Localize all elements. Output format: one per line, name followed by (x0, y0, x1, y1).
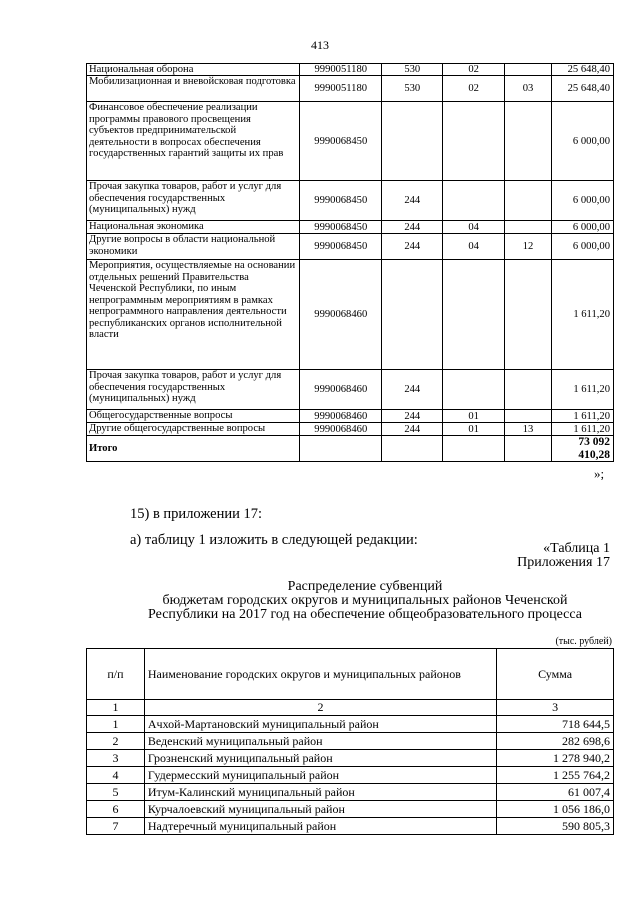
cell-code: 9990051180 (300, 76, 382, 102)
cell-name: Надтеречный муниципальный район (144, 818, 496, 835)
cell-rz: 02 (443, 64, 504, 76)
cell-sum: 282 698,6 (497, 733, 614, 750)
cell-rz: 04 (443, 221, 504, 234)
table-row (87, 818, 614, 835)
cell-sum: 25 648,40 (552, 64, 614, 76)
cell-vr: 244 (382, 423, 443, 436)
cell-vr (382, 260, 443, 370)
cell-num: 5 (87, 784, 145, 801)
cell-num: 1 (87, 716, 145, 733)
cell-name: Гудермесский муниципальный район (144, 767, 496, 784)
cell-sum: 590 805,3 (497, 818, 614, 835)
header-num: п/п (87, 649, 145, 700)
cell-num: 2 (87, 733, 145, 750)
header-name: Наименование городских округов и муниципальных районов (144, 649, 496, 700)
cell-name: Другие вопросы в области национальной экономики (87, 234, 300, 260)
cell-sum: 718 644,5 (497, 716, 614, 733)
table-row (87, 76, 614, 102)
cell-sum: 1 611,20 (552, 370, 614, 410)
colnum-1: 1 (87, 700, 145, 716)
cell-sum: 6 000,00 (552, 234, 614, 260)
cell-sum: 1 611,20 (552, 410, 614, 423)
table-row (87, 767, 614, 784)
cell-code: 9990068460 (300, 370, 382, 410)
table-row (87, 64, 614, 76)
item-15: 15) в приложении 17: (130, 506, 263, 522)
total-row (87, 436, 614, 462)
cell-pr (504, 410, 552, 423)
cell-code: 9990068460 (300, 410, 382, 423)
cell-sum: 6 000,00 (552, 221, 614, 234)
title-line-3: Республики на 2017 год на обеспечение общеобразовательного процесса (148, 607, 582, 622)
table-row (87, 801, 614, 818)
appendix-number: Приложения 17 (517, 555, 610, 570)
table-row (87, 410, 614, 423)
cell-code: 9990068450 (300, 234, 382, 260)
cell-code: 9990051180 (300, 64, 382, 76)
cell-pr (504, 64, 552, 76)
cell-rz: 01 (443, 410, 504, 423)
cell-vr: 244 (382, 181, 443, 221)
closing-quote: »; (594, 466, 605, 481)
item-a: а) таблицу 1 изложить в следующей редакции: (130, 532, 418, 548)
table-row (87, 181, 614, 221)
cell-sum: 6 000,00 (552, 102, 614, 181)
table-row (87, 221, 614, 234)
title-line-2: бюджетам городских округов и муниципальных районов Чеченской (162, 593, 568, 608)
cell-name: Мобилизационная и вневойсковая подготовка (87, 76, 300, 102)
cell-name: Курчалоевский муниципальный район (144, 801, 496, 818)
table-row (87, 716, 614, 733)
table-row (87, 234, 614, 260)
table-title (90, 580, 640, 622)
cell-rz: 02 (443, 76, 504, 102)
cell-num: 6 (87, 801, 145, 818)
cell-sum: 6 000,00 (552, 181, 614, 221)
cell-rz (443, 260, 504, 370)
cell-vr: 244 (382, 221, 443, 234)
cell-sum: 1 255 764,2 (497, 767, 614, 784)
cell-name: Общегосударственные вопросы (87, 410, 300, 423)
cell-num: 4 (87, 767, 145, 784)
cell-name: Ачхой-Мартановский муниципальный район (144, 716, 496, 733)
table-row (87, 260, 614, 370)
cell-pr (504, 221, 552, 234)
cell-rz (443, 181, 504, 221)
cell-name: Национальная экономика (87, 221, 300, 234)
table-label (517, 542, 610, 570)
cell-pr: 12 (504, 234, 552, 260)
total-empty-cell (504, 436, 552, 462)
cell-vr: 530 (382, 64, 443, 76)
cell-code: 9990068460 (300, 260, 382, 370)
table-row (87, 423, 614, 436)
total-label: Итого (87, 436, 300, 462)
cell-sum: 25 648,40 (552, 76, 614, 102)
total-empty-cell (382, 436, 443, 462)
cell-name: Прочая закупка товаров, работ и услуг для обеспечения государственных (муниципальных) нужд (87, 370, 300, 410)
cell-sum: 1 056 186,0 (497, 801, 614, 818)
cell-name: Веденский муниципальный район (144, 733, 496, 750)
cell-name: Грозненский муниципальный район (144, 750, 496, 767)
budget-table (86, 63, 614, 462)
cell-rz (443, 102, 504, 181)
table-row (87, 750, 614, 767)
cell-num: 3 (87, 750, 145, 767)
cell-vr: 530 (382, 76, 443, 102)
table-row (87, 784, 614, 801)
total-empty-cell (300, 436, 382, 462)
total-sum: 73 092 410,28 (552, 436, 614, 462)
header-sum: Сумма (497, 649, 614, 700)
cell-code: 9990068450 (300, 221, 382, 234)
column-number-row (87, 700, 614, 716)
cell-sum: 1 278 940,2 (497, 750, 614, 767)
cell-pr: 13 (504, 423, 552, 436)
cell-vr: 244 (382, 234, 443, 260)
cell-sum: 1 611,20 (552, 423, 614, 436)
cell-rz: 04 (443, 234, 504, 260)
cell-pr: 03 (504, 76, 552, 102)
cell-pr (504, 181, 552, 221)
cell-num: 7 (87, 818, 145, 835)
cell-name: Национальная оборона (87, 64, 300, 76)
title-line-1: Распределение субвенций (287, 579, 443, 594)
cell-name: Другие общегосударственные вопросы (87, 423, 300, 436)
colnum-3: 3 (497, 700, 614, 716)
cell-name: Мероприятия, осуществляемые на основании отдельных решений Правительства Чеченской Республики, по иным непрограммным мероприятиям в рамках непрограммного направления деятельности республиканских органов исполнительной власти (87, 260, 300, 370)
cell-code: 9990068460 (300, 423, 382, 436)
page-number: 413 (311, 38, 329, 52)
cell-vr (382, 102, 443, 181)
cell-name: Итум-Калинский муниципальный район (144, 784, 496, 801)
cell-pr (504, 370, 552, 410)
cell-code: 9990068450 (300, 102, 382, 181)
cell-vr: 244 (382, 370, 443, 410)
cell-sum: 1 611,20 (552, 260, 614, 370)
cell-pr (504, 260, 552, 370)
table-row (87, 733, 614, 750)
cell-code: 9990068450 (300, 181, 382, 221)
cell-rz (443, 370, 504, 410)
units-label: (тыс. рублей) (555, 636, 612, 647)
distribution-table (86, 648, 614, 835)
table-row (87, 102, 614, 181)
cell-sum: 61 007,4 (497, 784, 614, 801)
cell-name: Финансовое обеспечение реализации программы правового просвещения субъектов предпринимательской деятельности в вопросах обеспечения государственных гарантий защиты их прав (87, 102, 300, 181)
cell-vr: 244 (382, 410, 443, 423)
header-row (87, 649, 614, 700)
table-number: «Таблица 1 (543, 541, 610, 556)
cell-name: Прочая закупка товаров, работ и услуг для обеспечения государственных (муниципальных) нужд (87, 181, 300, 221)
total-empty-cell (443, 436, 504, 462)
table-row (87, 370, 614, 410)
cell-rz: 01 (443, 423, 504, 436)
colnum-2: 2 (144, 700, 496, 716)
cell-pr (504, 102, 552, 181)
